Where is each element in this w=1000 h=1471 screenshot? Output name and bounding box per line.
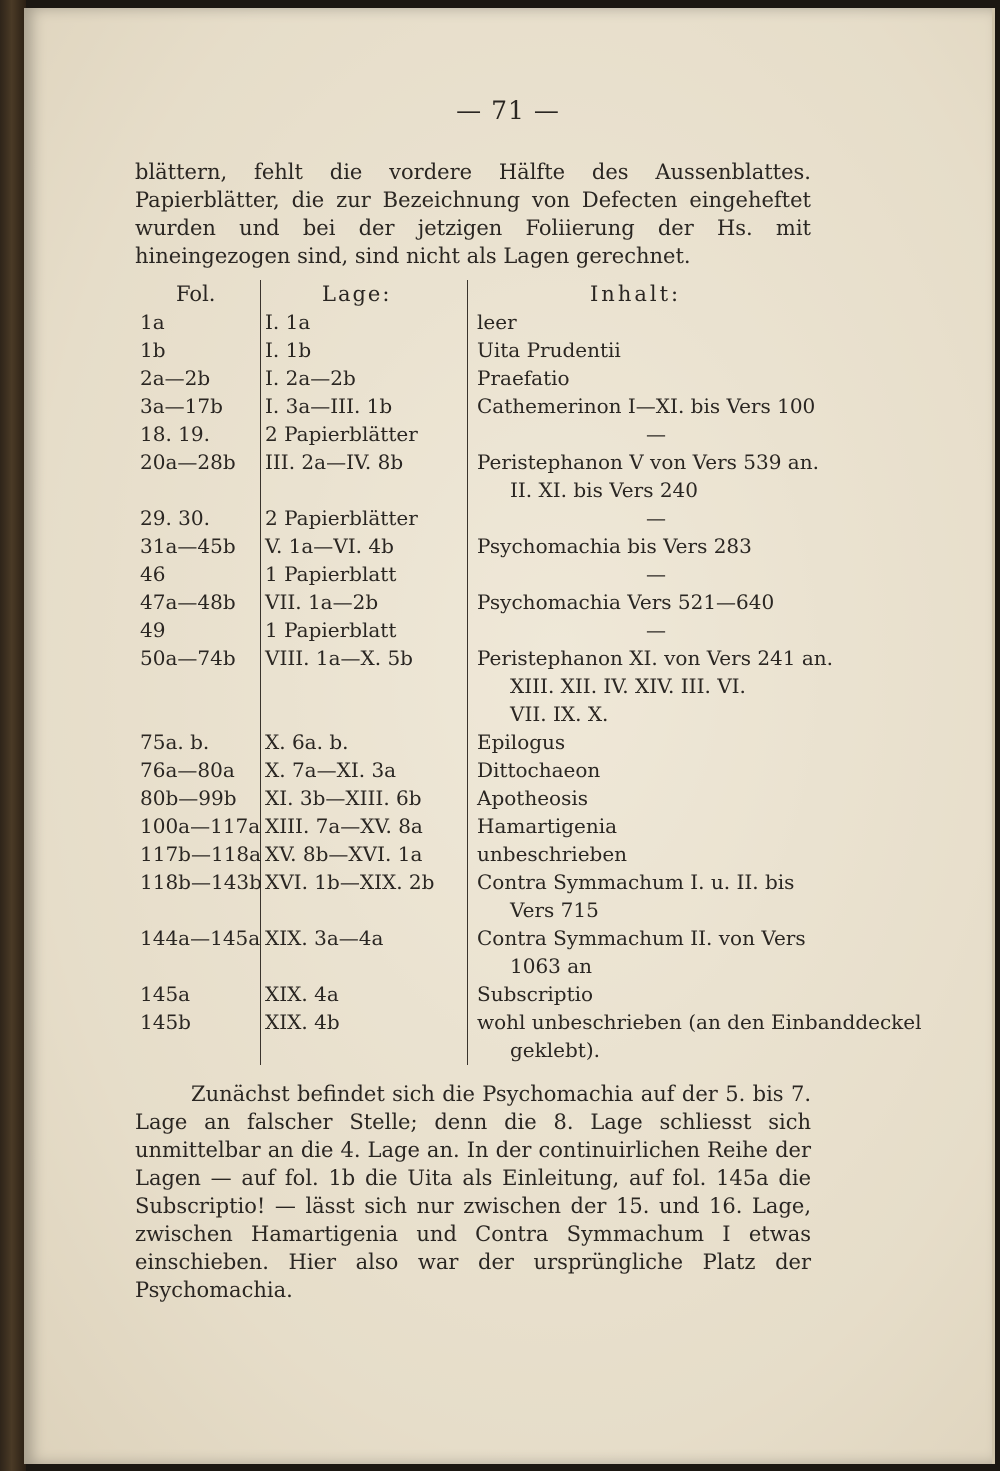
cell-fol: 18. 19. bbox=[140, 422, 210, 446]
cell-lage: I. 1b bbox=[265, 338, 312, 362]
cell-inhalt bbox=[469, 616, 835, 644]
cell-fol: 29. 30. bbox=[140, 506, 210, 530]
cell-lage: I. 2a—2b bbox=[265, 366, 356, 390]
cell-lage: XIX. 4a bbox=[265, 982, 339, 1006]
quire-table bbox=[135, 308, 922, 1064]
table-row bbox=[135, 784, 835, 812]
cell-fol: 31a—45b bbox=[140, 534, 236, 558]
cell-lage: XVI. 1b—XIX. 2b bbox=[265, 870, 435, 894]
cell-lage: 2 Papierblätter bbox=[265, 506, 418, 530]
inhalt-line: Peristephanon XI. von Vers 241 an. bbox=[477, 646, 834, 670]
inhalt-line: XIII. XII. IV. XIV. III. VI. bbox=[510, 674, 746, 698]
cell-lage: 1 Papierblatt bbox=[265, 562, 397, 586]
cell-lage: I. 3a—III. 1b bbox=[265, 394, 393, 418]
cell-inhalt bbox=[469, 756, 835, 784]
header-fol: Fol. bbox=[176, 282, 216, 306]
table-row bbox=[135, 868, 835, 924]
table-row bbox=[135, 616, 835, 644]
cell-lage: XIII. 7a—XV. 8a bbox=[265, 814, 423, 838]
header-lage: Lage: bbox=[322, 282, 392, 306]
table-row bbox=[135, 364, 835, 392]
table-row bbox=[135, 448, 835, 504]
inhalt-line: Hamartigenia bbox=[477, 814, 618, 838]
inhalt-line: II. XI. bis Vers 240 bbox=[510, 478, 698, 502]
inhalt-line: Subscriptio bbox=[477, 982, 594, 1006]
cell-inhalt bbox=[469, 392, 835, 420]
cell-inhalt bbox=[469, 560, 835, 588]
cell-fol: 2a—2b bbox=[140, 366, 211, 390]
table-row bbox=[135, 560, 835, 588]
table-row bbox=[135, 756, 835, 784]
inhalt-line: — bbox=[646, 618, 666, 642]
cell-inhalt bbox=[469, 868, 835, 924]
cell-inhalt bbox=[469, 448, 835, 504]
table-row bbox=[135, 420, 835, 448]
cell-inhalt bbox=[469, 336, 835, 364]
cell-inhalt bbox=[469, 364, 835, 392]
cell-fol: 50a—74b bbox=[140, 646, 236, 670]
adjacent-page-edge bbox=[0, 0, 26, 1471]
inhalt-line: Vers 715 bbox=[510, 898, 599, 922]
table-row bbox=[135, 840, 835, 868]
cell-lage: I. 1a bbox=[265, 310, 311, 334]
cell-inhalt bbox=[469, 588, 835, 616]
inhalt-line: geklebt). bbox=[510, 1038, 600, 1062]
cell-lage: XIX. 3a—4a bbox=[265, 926, 384, 950]
closing-paragraph: Zunächst befindet sich die Psychomachia auf der 5. bis 7. Lage an falscher Stelle; denn die 8. Lage schliesst sich unmittelbar an die 4. Lage an. In der continuirlichen Reihe der Lagen — auf fol. 1b die Uita als Einleitung, auf fol. 145a die Subscriptio! — lässt sich nur zwischen der 15. und 16. Lage, zwischen Hamartigenia und Contra Symmachum I etwas einschieben. Hier also war der ursprüngliche Platz der Psychomachia. bbox=[135, 1082, 811, 1302]
inhalt-line: Contra Symmachum II. von Vers bbox=[477, 926, 806, 950]
cell-inhalt bbox=[469, 840, 835, 868]
inhalt-line: — bbox=[646, 506, 666, 530]
cell-inhalt bbox=[469, 812, 835, 840]
cell-lage: 2 Papierblätter bbox=[265, 422, 418, 446]
book-page bbox=[24, 8, 995, 1464]
table-row bbox=[135, 504, 835, 532]
table-row bbox=[135, 588, 835, 616]
cell-lage: XV. 8b—XVI. 1a bbox=[265, 842, 423, 866]
inhalt-line: Uita Prudentii bbox=[477, 338, 621, 362]
cell-inhalt bbox=[469, 924, 835, 980]
cell-inhalt bbox=[469, 308, 835, 336]
cell-fol: 144a—145a bbox=[140, 926, 261, 950]
inhalt-line: wohl unbeschrieben (an den Einbanddeckel bbox=[477, 1010, 922, 1034]
cell-inhalt bbox=[469, 504, 835, 532]
cell-fol: 20a—28b bbox=[140, 450, 236, 474]
inhalt-line: Cathemerinon I—XI. bis Vers 100 bbox=[477, 394, 816, 418]
page-number: — 71 — bbox=[456, 96, 560, 125]
inhalt-line: Peristephanon V von Vers 539 an. bbox=[477, 450, 819, 474]
inhalt-line: — bbox=[646, 562, 666, 586]
inhalt-line: 1063 an bbox=[510, 954, 593, 978]
cell-fol: 76a—80a bbox=[140, 758, 235, 782]
cell-lage: XI. 3b—XIII. 6b bbox=[265, 786, 422, 810]
inhalt-line: — bbox=[646, 422, 666, 446]
table-row bbox=[135, 392, 835, 420]
cell-lage: VII. 1a—2b bbox=[265, 590, 379, 614]
cell-lage: XIX. 4b bbox=[265, 1010, 340, 1034]
cell-fol: 117b—118a bbox=[140, 842, 262, 866]
cell-fol: 100a—117a bbox=[140, 814, 261, 838]
cell-fol: 1b bbox=[140, 338, 166, 362]
cell-lage: V. 1a—VI. 4b bbox=[265, 534, 394, 558]
table-row bbox=[135, 308, 835, 336]
table-row bbox=[135, 532, 835, 560]
table-row bbox=[135, 812, 835, 840]
cell-fol: 49 bbox=[140, 618, 166, 642]
cell-fol: 47a—48b bbox=[140, 590, 236, 614]
cell-lage: X. 7a—XI. 3a bbox=[265, 758, 397, 782]
inhalt-line: Praefatio bbox=[477, 366, 570, 390]
inhalt-line: Dittochaeon bbox=[477, 758, 601, 782]
table-row bbox=[135, 1008, 922, 1064]
cell-lage: X. 6a. b. bbox=[265, 730, 349, 754]
table-row bbox=[135, 728, 835, 756]
cell-fol: 145a bbox=[140, 982, 191, 1006]
table-row bbox=[135, 644, 835, 728]
cell-fol: 3a—17b bbox=[140, 394, 223, 418]
cell-lage: 1 Papierblatt bbox=[265, 618, 397, 642]
inhalt-line: Psychomachia bis Vers 283 bbox=[477, 534, 752, 558]
cell-fol: 75a. b. bbox=[140, 730, 210, 754]
cell-inhalt bbox=[469, 1008, 922, 1064]
cell-inhalt bbox=[469, 420, 835, 448]
table-row bbox=[135, 980, 835, 1008]
inhalt-line: Psychomachia Vers 521—640 bbox=[477, 590, 775, 614]
inhalt-line: Apotheosis bbox=[477, 786, 589, 810]
cell-inhalt bbox=[469, 728, 835, 756]
inhalt-line: leer bbox=[477, 310, 517, 334]
cell-inhalt bbox=[469, 532, 835, 560]
cell-lage: III. 2a—IV. 8b bbox=[265, 450, 404, 474]
cell-fol: 1a bbox=[140, 310, 165, 334]
header-inhalt: Inhalt: bbox=[590, 282, 682, 306]
table-row bbox=[135, 336, 835, 364]
cell-fol: 118b—143b bbox=[140, 870, 262, 894]
cell-fol: 145b bbox=[140, 1010, 191, 1034]
inhalt-line: Contra Symmachum I. u. II. bis bbox=[477, 870, 795, 894]
cell-fol: 80b—99b bbox=[140, 786, 237, 810]
table-row bbox=[135, 924, 835, 980]
inhalt-line: VII. IX. X. bbox=[510, 702, 609, 726]
cell-fol: 46 bbox=[140, 562, 166, 586]
inhalt-line: Epilogus bbox=[477, 730, 566, 754]
cell-lage: VIII. 1a—X. 5b bbox=[265, 646, 413, 670]
intro-paragraph: blättern, fehlt die vordere Hälfte des Aussenblattes. Papierblätter, die zur Bezeichnung von Defecten eingeheftet wurden und bei der jetzigen Foliierung der Hs. mit hineingezogen sind, sind nicht als Lagen gerechnet. bbox=[135, 160, 811, 268]
cell-inhalt bbox=[469, 784, 835, 812]
inhalt-line: unbeschrieben bbox=[477, 842, 628, 866]
cell-inhalt bbox=[469, 644, 835, 728]
cell-inhalt bbox=[469, 980, 835, 1008]
